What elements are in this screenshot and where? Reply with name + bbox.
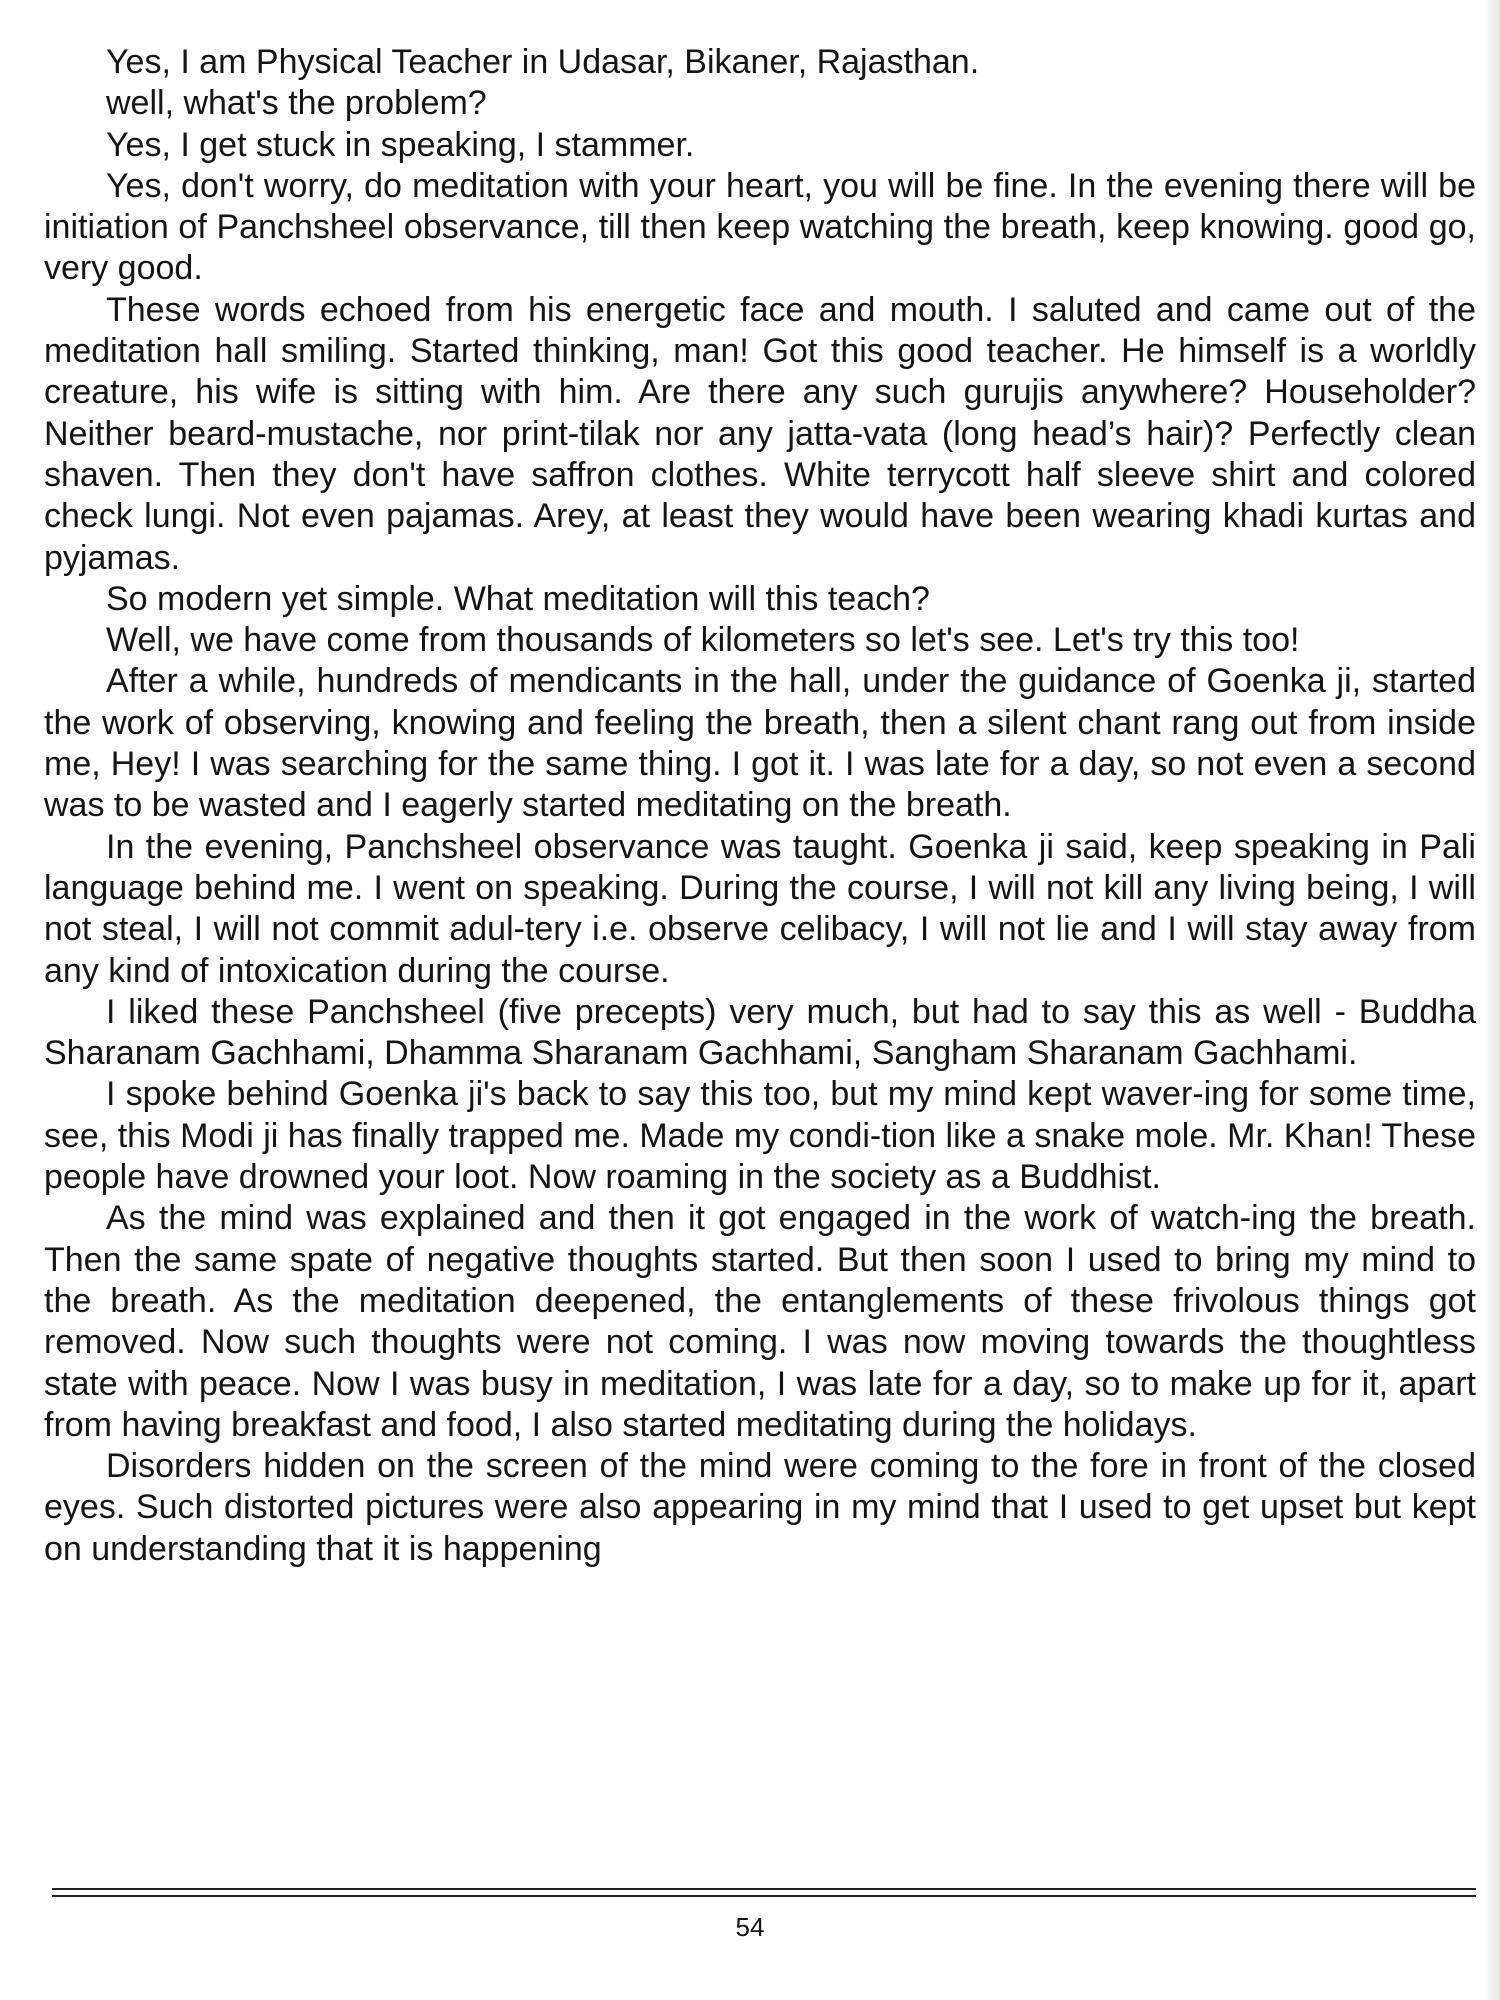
paragraph: well, what's the problem? <box>106 84 487 123</box>
page-edge-shadow <box>1482 0 1500 2000</box>
paragraph: In the evening, Panchsheel observance was taught. Goenka ji said, keep speaking in Pali language behind me. I went on speaking. During the course, I will not kill any living being, I will not steal, I will not commit adul-tery i.e. observe celibacy, I will not lie and I will stay away from any kind of intoxication during the course. <box>44 827 1476 990</box>
paragraph: I spoke behind Goenka ji's back to say this too, but my mind kept waver-ing for some time, see, this Modi ji has finally trapped me. Made my condi-tion like a snake mole. Mr. Khan! These people have drowned your loot. Now roaming in the society as a Buddhist. <box>44 1075 1476 1197</box>
footer-divider <box>52 1888 1476 1890</box>
paragraph: So modern yet simple. What meditation will this teach? <box>106 579 930 618</box>
paragraph: Yes, I am Physical Teacher in Udasar, Bikaner, Rajasthan. <box>106 43 980 81</box>
page-number: 54 <box>735 1912 765 1942</box>
paragraph: Yes, don't worry, do meditation with your heart, you will be fine. In the evening there will be initiation of Panchsheel observance, till then keep watching the breath, keep knowing. good go, very good. <box>44 166 1476 288</box>
paragraph: These words echoed from his energetic face and mouth. I saluted and came out of the meditation hall smiling. Started thinking, man! Got this good teacher. He himself is a worldly creature, his wife is sitting with him. Are there any such gurujis anywhere? Householder? Neither beard-mustache, nor print-tilak nor any jatta-vata (long head’s hair)? Perfectly clean shaven. Then they don't have saffron clothes. White terrycott half sleeve shirt and colored check lungi. Not even pajamas. Arey, at least they would have been wearing khadi kurtas and pyjamas. <box>44 290 1476 577</box>
footer-divider-secondary <box>52 1895 1476 1897</box>
paragraph: Yes, I get stuck in speaking, I stammer. <box>106 125 695 164</box>
paragraph: Well, we have come from thousands of kilometers so let's see. Let's try this too! <box>106 621 1300 660</box>
paragraph: As the mind was explained and then it got engaged in the work of watch-ing the breath. Then the same spate of negative thoughts started. But then soon I used to bring my mind to the breath. As the meditation deepened, the entanglements of these frivolous things got removed. Now such thoughts were not coming. I was now moving towards the thoughtless state with peace. Now I was busy in meditation, I was late for a day, so to make up for it, apart from having breakfast and food, I also started meditating during the holidays. <box>44 1199 1476 1444</box>
paragraph: I liked these Panchsheel (five precepts) very much, but had to say this as well - Buddha Sharanam Gachhami, Dhamma Sharanam Gachhami, Sangham Sharanam Gachhami. <box>44 992 1476 1073</box>
paragraph: Disorders hidden on the screen of the mind were coming to the fore in front of the closed eyes. Such distorted pictures were also appearing in my mind that I used to get upset but kept on understanding that it is happening <box>44 1447 1476 1568</box>
paragraph: After a while, hundreds of mendicants in the hall, under the guidance of Goenka ji, started the work of observing, knowing and feeling the breath, then a silent chant rang out from inside me, Hey! I was searching for the same thing. I got it. I was late for a day, so not even a second was to be wasted and I eagerly started meditating on the breath. <box>44 662 1476 825</box>
body-text <box>44 42 1476 1570</box>
